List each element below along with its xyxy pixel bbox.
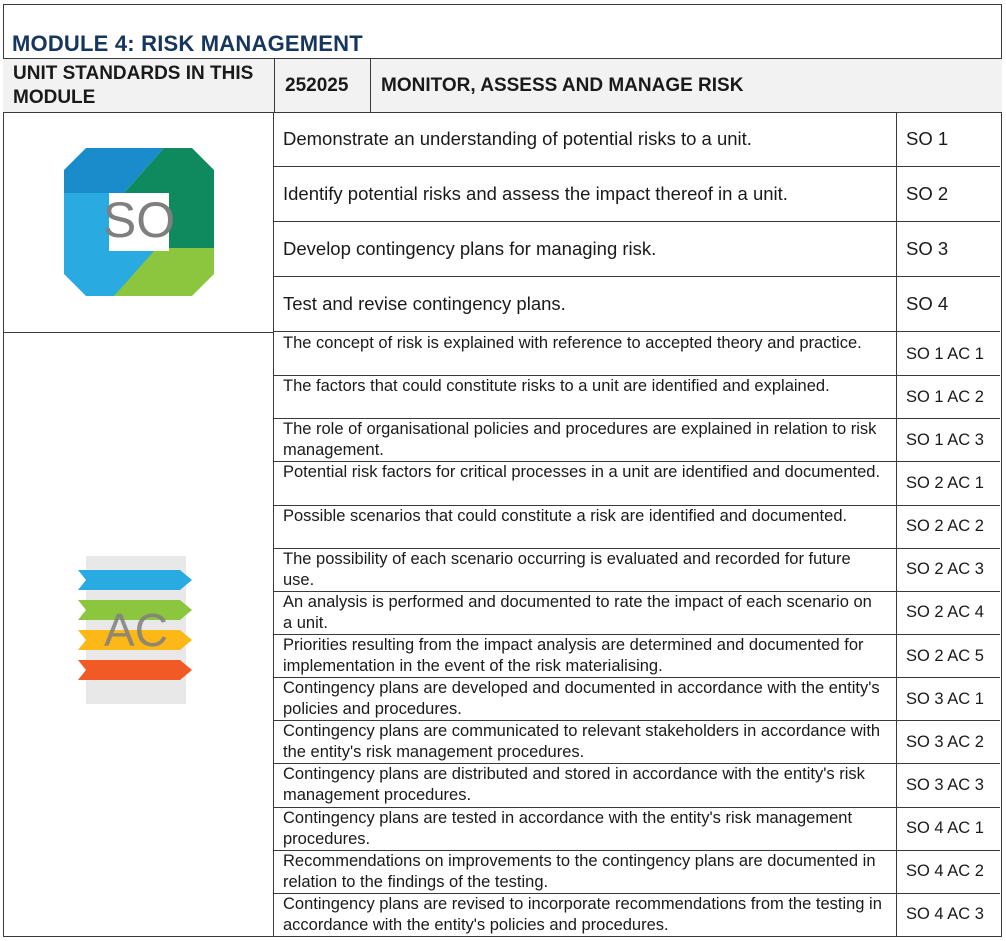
assessment-criterion-row xyxy=(274,376,1000,419)
assessment-criterion-description: Potential risk factors for critical processes in a unit are identified and documented. xyxy=(283,463,881,482)
assessment-criterion-code: SO 4 AC 3 xyxy=(906,905,984,924)
specific-outcome-code: SO 3 xyxy=(906,238,949,259)
assessment-criterion-row xyxy=(274,419,1000,462)
specific-outcome-row xyxy=(274,222,1000,277)
assessment-criterion-row xyxy=(274,592,1000,635)
specific-outcome-description: Test and revise contingency plans. xyxy=(283,293,566,314)
assessment-criterion-code: SO 3 AC 2 xyxy=(906,732,984,751)
assessment-criterion-description: The concept of risk is explained with reference to accepted theory and practice. xyxy=(283,334,862,352)
unit-standard-name: MONITOR, ASSESS AND MANAGE RISK xyxy=(370,59,1002,112)
ac-logo-text: AC xyxy=(104,604,168,656)
specific-outcome-code: SO 2 xyxy=(906,183,949,204)
assessment-criterion-code: SO 2 AC 3 xyxy=(906,560,984,579)
specific-outcome-code: SO 4 xyxy=(906,293,949,314)
assessment-criterion-description: Priorities resulting from the impact analysis are determined and documented for implementation in the event of the risk materialising. xyxy=(283,636,864,675)
assessment-criterion-row xyxy=(274,549,1000,592)
assessment-criterion-row xyxy=(274,808,1000,851)
assessment-criterion-description: Possible scenarios that could constitute a risk are identified and documented. xyxy=(283,506,848,525)
assessment-criterion-row xyxy=(274,462,1000,505)
assessment-criterion-code: SO 4 AC 1 xyxy=(906,819,984,838)
specific-outcome-code: SO 1 xyxy=(906,128,949,149)
assessment-criterion-code: SO 2 AC 4 xyxy=(906,603,984,622)
ac-logo xyxy=(76,556,196,704)
unit-standard-code: 252025 xyxy=(274,59,370,112)
assessment-criterion-description: The factors that could constitute risks to a unit are identified and explained. xyxy=(283,377,830,396)
assessment-criterion-code: SO 2 AC 1 xyxy=(906,473,984,492)
assessment-criterion-row xyxy=(274,635,1000,678)
assessment-criterion-description: Contingency plans are distributed and stored in accordance with the entity's risk management procedures. xyxy=(283,765,865,805)
unit-standard-header-row xyxy=(3,59,1002,113)
specific-outcome-description: Develop contingency plans for managing risk. xyxy=(283,238,657,259)
assessment-criterion-row xyxy=(274,851,1000,894)
specific-outcome-description: Demonstrate an understanding of potential risks to a unit. xyxy=(283,128,752,149)
assessment-criterion-code: SO 3 AC 1 xyxy=(906,689,984,708)
so-logo xyxy=(64,148,214,296)
assessment-criterion-description: Contingency plans are tested in accordance with the entity's risk management procedures. xyxy=(283,808,853,848)
unit-standards-label: UNIT STANDARDS IN THIS MODULE xyxy=(13,62,254,108)
assessment-criterion-row xyxy=(274,678,1000,721)
assessment-criterion-code: SO 1 AC 2 xyxy=(906,387,984,406)
assessment-criterion-code: SO 2 AC 2 xyxy=(906,517,984,536)
assessment-criterion-code: SO 1 AC 3 xyxy=(906,430,984,449)
assessment-criterion-row xyxy=(274,764,1000,807)
assessment-criterion-description: Contingency plans are revised to incorporate recommendations from the testing in accordance with the entity's policies and procedures. xyxy=(283,894,882,934)
specific-outcome-description: Identify potential risks and assess the impact thereof in a unit. xyxy=(283,183,788,204)
assessment-criterion-description: Recommendations on improvements to the contingency plans are documented in relation to the findings of the testing. xyxy=(283,851,876,891)
assessment-criterion-description: The role of organisational policies and procedures are explained in relation to risk management. xyxy=(283,420,877,460)
assessment-criterion-code: SO 2 AC 5 xyxy=(906,646,984,665)
assessment-criterion-row xyxy=(274,894,1000,937)
assessment-criterion-code: SO 3 AC 3 xyxy=(906,775,984,794)
assessment-criterion-code: SO 1 AC 1 xyxy=(906,344,984,363)
specific-outcome-row xyxy=(274,112,1000,167)
assessment-criterion-description: Contingency plans are communicated to relevant stakeholders in accordance with the entity's risk management procedures. xyxy=(283,722,881,762)
module-title: MODULE 4: RISK MANAGEMENT xyxy=(12,31,363,56)
assessment-criterion-row xyxy=(274,506,1000,549)
section-divider xyxy=(3,332,274,333)
assessment-criterion-description: Contingency plans are developed and documented in accordance with the entity's policies and procedures. xyxy=(283,679,880,719)
assessment-criterion-code: SO 4 AC 2 xyxy=(906,862,984,881)
assessment-criterion-description: An analysis is performed and documented to rate the impact of each scenario on a unit. xyxy=(283,592,872,632)
assessment-criterion-row xyxy=(274,333,1000,376)
so-logo-text: SO xyxy=(102,192,176,248)
assessment-criterion-description: The possibility of each scenario occurring is evaluated and recorded for future use. xyxy=(283,549,851,589)
specific-outcome-row xyxy=(274,167,1000,222)
assessment-criterion-row xyxy=(274,721,1000,764)
specific-outcome-row xyxy=(274,277,1000,332)
